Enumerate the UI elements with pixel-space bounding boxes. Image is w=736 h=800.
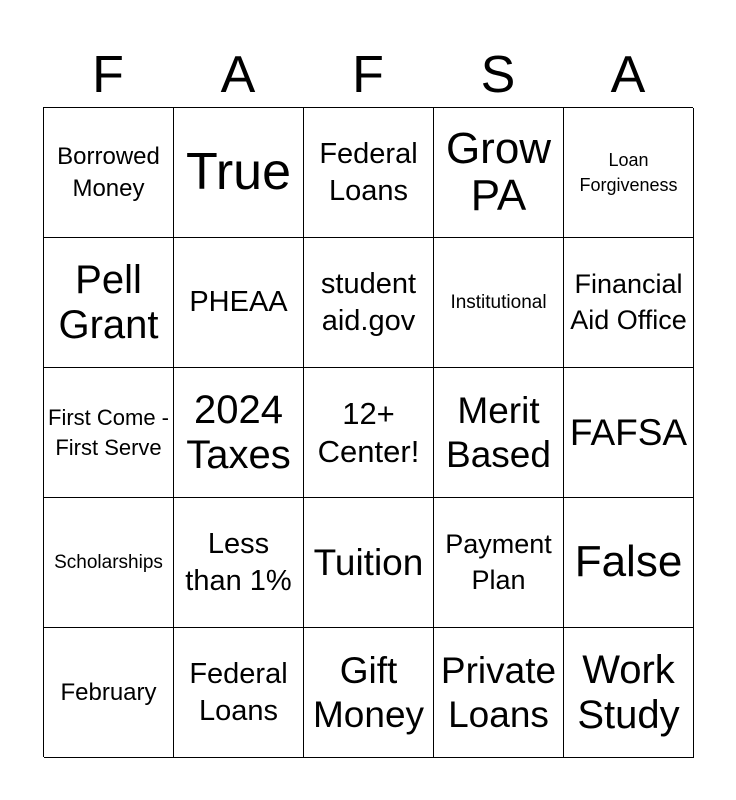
cell-label: 2024 Taxes xyxy=(186,387,291,477)
cell-label: Grow PA xyxy=(445,124,552,220)
cell-label: Gift Money xyxy=(312,649,425,735)
bingo-header xyxy=(43,44,693,106)
cell-label: Borrowed Money xyxy=(57,142,160,202)
bingo-cell[interactable] xyxy=(564,628,694,758)
bingo-cell[interactable] xyxy=(174,238,304,368)
bingo-cell[interactable] xyxy=(564,498,694,628)
bingo-cell[interactable] xyxy=(304,108,434,238)
bingo-cell[interactable] xyxy=(304,238,434,368)
bingo-board xyxy=(43,107,693,757)
cell-label: February xyxy=(60,678,157,706)
bingo-cell[interactable] xyxy=(44,108,174,238)
bingo-cell[interactable] xyxy=(564,368,694,498)
cell-label: 12+ Center! xyxy=(317,395,420,469)
cell-label: Private Loans xyxy=(440,649,557,735)
bingo-cell[interactable] xyxy=(434,498,564,628)
header-letter-f: F xyxy=(92,46,124,104)
cell-label: Loan Forgiveness xyxy=(579,150,678,195)
cell-label: Payment Plan xyxy=(445,529,552,595)
header-letter-a: A xyxy=(220,46,256,104)
bingo-cell[interactable] xyxy=(174,498,304,628)
cell-label: Federal Loans xyxy=(319,138,418,207)
cell-label: Financial Aid Office xyxy=(570,269,687,335)
bingo-cell[interactable] xyxy=(44,498,174,628)
cell-label: False xyxy=(574,537,683,587)
bingo-cell[interactable] xyxy=(174,368,304,498)
bingo-cell[interactable] xyxy=(304,368,434,498)
bingo-cell[interactable] xyxy=(434,368,564,498)
cell-label: Tuition xyxy=(313,541,424,583)
bingo-cell[interactable] xyxy=(44,628,174,758)
bingo-cell[interactable] xyxy=(564,108,694,238)
cell-label: Pell Grant xyxy=(58,257,159,347)
bingo-cell[interactable] xyxy=(434,108,564,238)
bingo-cell[interactable] xyxy=(304,628,434,758)
bingo-cell[interactable] xyxy=(304,498,434,628)
header-letter-f: F xyxy=(352,46,384,104)
cell-label: Merit Based xyxy=(446,389,551,475)
header-letter-s: S xyxy=(480,46,516,104)
bingo-cell[interactable] xyxy=(564,238,694,368)
bingo-cell[interactable] xyxy=(434,628,564,758)
bingo-cell[interactable] xyxy=(174,108,304,238)
cell-label: Institutional xyxy=(450,291,547,313)
cell-label: True xyxy=(186,143,291,202)
cell-label: PHEAA xyxy=(189,286,288,319)
cell-label: student aid.gov xyxy=(320,268,417,337)
cell-label: FAFSA xyxy=(569,411,688,453)
header-letter-a: A xyxy=(610,46,646,104)
bingo-cell[interactable] xyxy=(434,238,564,368)
bingo-cell[interactable] xyxy=(174,628,304,758)
cell-label: Scholarships xyxy=(54,551,163,573)
cell-label: First Come - First Serve xyxy=(48,404,169,460)
cell-label: Work Study xyxy=(577,647,680,737)
cell-label: Less than 1% xyxy=(185,528,292,597)
bingo-cell[interactable] xyxy=(44,238,174,368)
bingo-cell[interactable] xyxy=(44,368,174,498)
cell-label: Federal Loans xyxy=(189,658,288,727)
